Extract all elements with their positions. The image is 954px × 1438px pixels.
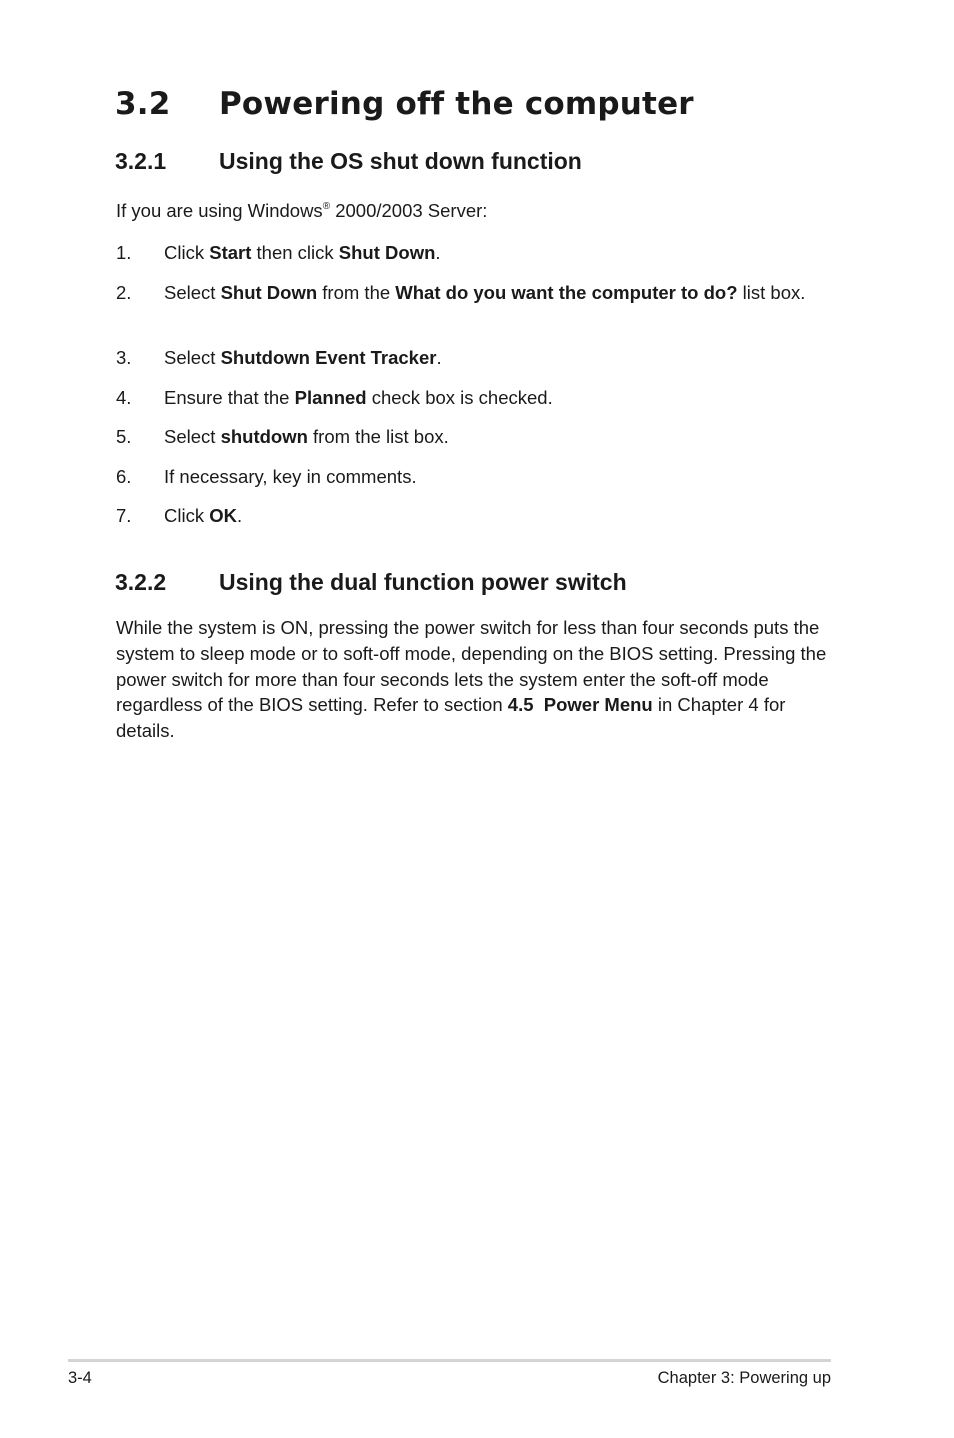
footer-divider [68,1359,831,1362]
ui-term: Start [209,242,252,263]
intro-prefix: If you are using Windows [116,200,323,221]
ui-term: What do you want the computer to do? [395,282,738,303]
ui-term: Shutdown Event Tracker [220,347,437,368]
ui-term: OK [209,505,237,526]
step-number: 4. [116,387,132,408]
heading-number: 3.2 [115,86,171,122]
heading-title: Powering off the computer [219,86,694,122]
step-text: Select Shut Down from the What do you want the computer to do? list box. [164,282,806,303]
section-1-title: Using the OS shut down function [219,148,582,174]
section-2-paragraph: While the system is ON, pressing the power switch for less than four seconds puts the system to sleep mode or to soft-off mode, depending on the BIOS setting. Pressing the power switch for more than four seconds lets the system enter the soft-off mode regardless of the BIOS setting. Refer to section 4.5 Power Menu in Chapter 4 for details. [116,617,827,742]
step-text: Select shutdown from the list box. [164,426,449,447]
ui-term: shutdown [220,426,308,447]
step-number: 2. [116,282,132,303]
ui-term: Planned [294,387,367,408]
step-number: 1. [116,242,132,263]
step-text: Ensure that the Planned check box is checked. [164,387,553,408]
ui-term: Shut Down [338,242,436,263]
registered-mark: ® [322,201,331,212]
page-number: 3-4 [68,1369,92,1387]
section-1-intro [116,194,487,224]
step-number: 6. [116,466,132,487]
section-reference: 4.5 Power Menu [507,694,653,716]
step-number: 5. [116,426,132,447]
step-text: Select Shutdown Event Tracker. [164,347,442,368]
intro-suffix: 2000/2003 Server: [330,200,488,221]
step-text: Click OK. [164,505,243,526]
section-2-title: Using the dual function power switch [219,569,627,595]
chapter-label: Chapter 3: Powering up [657,1369,831,1387]
section-1-number: 3.2.1 [115,148,167,174]
section-2-heading [115,569,627,596]
section-1-heading [115,148,582,175]
step-text: If necessary, key in comments. [164,466,417,487]
section-2-number: 3.2.2 [115,569,167,595]
page-heading [115,86,694,122]
step-number: 3. [116,347,132,368]
ui-term: Shut Down [220,282,318,303]
step-text: Click Start then click Shut Down. [164,242,441,263]
step-number: 7. [116,505,132,526]
